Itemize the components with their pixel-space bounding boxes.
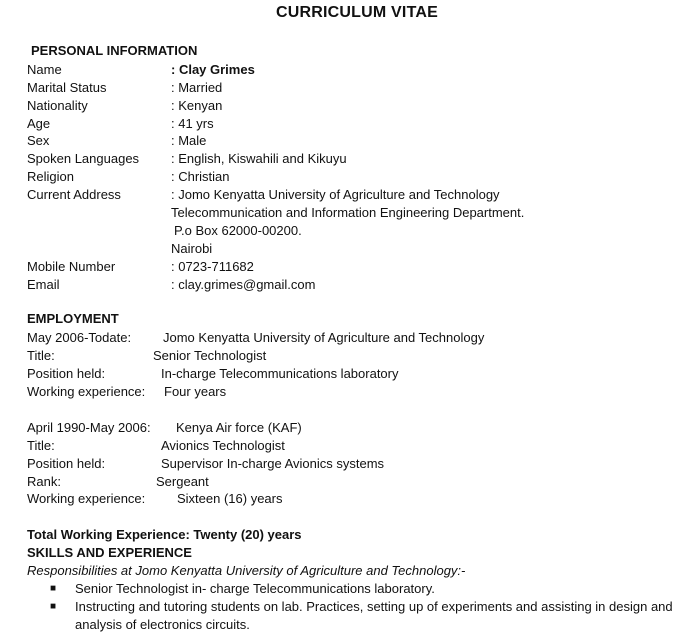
mobile-value: : 0723-711682 xyxy=(171,259,254,274)
address-line-4: Nairobi xyxy=(171,241,213,256)
skill-item: Senior Technologist in- charge Telecommunications laboratory. xyxy=(75,581,435,596)
job1-period: May 2006-Todate: xyxy=(27,330,132,345)
nationality-label: Nationality xyxy=(27,98,88,113)
address-line-1: : Jomo Kenyatta University of Agriculture and Technology xyxy=(171,187,500,202)
job2-period: April 1990-May 2006: xyxy=(27,420,151,435)
address-line-2: Telecommunication and Information Engineering Department. xyxy=(171,205,525,220)
job2-rank-label: Rank: xyxy=(27,474,61,489)
sex-label: Sex xyxy=(27,133,50,148)
address-line-3: P.o Box 62000-00200. xyxy=(174,223,302,238)
job2-title-label: Title: xyxy=(27,438,55,453)
job2-experience-value: Sixteen (16) years xyxy=(177,491,283,506)
job2-title-value: Avionics Technologist xyxy=(161,438,285,453)
marital-value: : Married xyxy=(171,80,223,95)
nationality-value: : Kenyan xyxy=(171,98,223,113)
total-experience: Total Working Experience: Twenty (20) years xyxy=(27,527,302,542)
age-value: : 41 yrs xyxy=(171,116,214,131)
marital-label: Marital Status xyxy=(27,80,107,95)
languages-label: Spoken Languages xyxy=(27,151,140,166)
age-label: Age xyxy=(27,116,51,131)
bullet-icon: ■ xyxy=(50,583,57,594)
job1-position-value: In-charge Telecommunications laboratory xyxy=(161,366,399,381)
job2-position-value: Supervisor In-charge Avionics systems xyxy=(161,456,385,471)
employment-heading: EMPLOYMENT xyxy=(27,311,119,326)
job2-experience-label: Working experience: xyxy=(27,491,146,506)
job2-employer: Kenya Air force (KAF) xyxy=(176,420,302,435)
skills-subheading: Responsibilities at Jomo Kenyatta University of Agriculture and Technology:- xyxy=(27,563,466,578)
languages-value: : English, Kiswahili and Kikuyu xyxy=(171,151,347,166)
job2-position-label: Position held: xyxy=(27,456,106,471)
document-title: CURRICULUM VITAE xyxy=(275,4,438,21)
email-label: Email xyxy=(27,277,60,292)
skill-item: Instructing and tutoring students on lab. Practices, setting up of experiments and assisting in design and analysis of electronics circuits. xyxy=(75,599,673,632)
job1-title-label: Title: xyxy=(27,348,55,363)
job1-title-value: Senior Technologist xyxy=(153,348,267,363)
religion-value: : Christian xyxy=(171,169,230,184)
job2-rank-value: Sergeant xyxy=(156,474,209,489)
job1-position-label: Position held: xyxy=(27,366,106,381)
personal-info-heading: PERSONAL INFORMATION xyxy=(31,43,198,58)
name-label: Name xyxy=(27,62,62,77)
mobile-label: Mobile Number xyxy=(27,259,116,274)
job1-experience-label: Working experience: xyxy=(27,384,146,399)
email-value: : clay.grimes@gmail.com xyxy=(171,277,316,292)
name-value: : Clay Grimes xyxy=(171,62,255,77)
job1-employer: Jomo Kenyatta University of Agriculture and Technology xyxy=(163,330,485,345)
bullet-icon: ■ xyxy=(50,601,57,612)
address-label: Current Address xyxy=(27,187,121,202)
job1-experience-value: Four years xyxy=(164,384,227,399)
religion-label: Religion xyxy=(27,169,74,184)
sex-value: : Male xyxy=(171,133,207,148)
skills-heading: SKILLS AND EXPERIENCE xyxy=(27,545,192,560)
